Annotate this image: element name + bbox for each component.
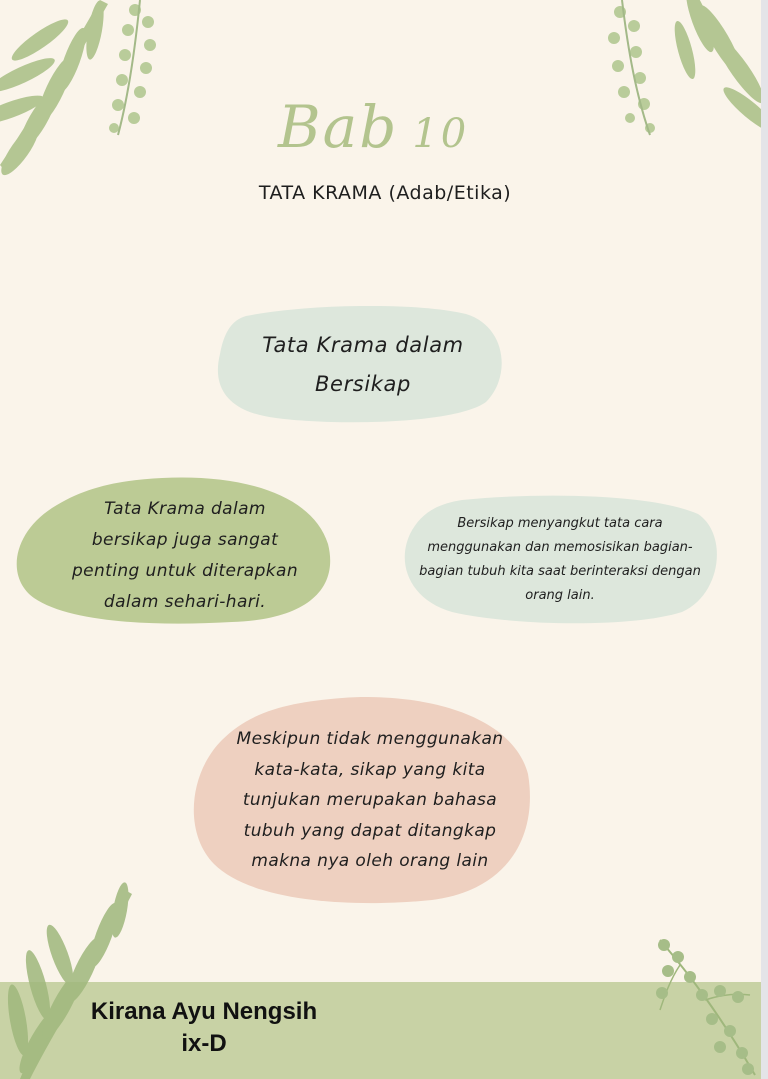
note-line: kata-kata, sikap yang kita (254, 759, 486, 780)
leaf-branch-top-left-decoration (0, 0, 170, 190)
chapter-number: 10 (412, 111, 470, 157)
topic-title-line: Bersikap (315, 372, 411, 396)
page-edge (761, 0, 768, 1079)
note-line: Meskipun tidak menggunakan (236, 729, 504, 749)
leaf-branch-top-right-decoration (600, 0, 761, 150)
berry-branch-bottom-right-decoration (650, 935, 761, 1079)
note-line: makna nya oleh orang lain (251, 851, 489, 871)
bottom-note-text (210, 724, 530, 877)
note-line: orang lain. (525, 588, 595, 603)
left-note-text (40, 494, 330, 618)
note-line: tubuh yang dapat ditangkap (243, 820, 497, 841)
author-name: Kirana Ayu Nengsih (90, 998, 318, 1025)
topic-title (218, 326, 508, 404)
note-line: Bersikap menyangkut tata cara (457, 516, 663, 531)
chapter-subtitle: TATA KRAMA (Adab/Etika) (258, 182, 512, 204)
chapter-word: Bab (278, 93, 399, 161)
note-line: menggunakan dan memosisikan bagian- (427, 540, 693, 555)
note-line: tunjukan merupakan bahasa (242, 790, 498, 810)
note-line: penting untuk diterapkan (71, 561, 299, 581)
note-line: dalam sehari-hari. (103, 592, 267, 612)
topic-title-line: Tata Krama dalam (262, 333, 464, 357)
chapter-heading (278, 82, 498, 172)
author-class: ix-D (181, 1030, 227, 1057)
note-line: bersikap juga sangat (91, 530, 279, 550)
right-note-text (400, 512, 720, 608)
note-line: Tata Krama dalam (104, 499, 266, 519)
note-line: bagian tubuh kita saat berinteraksi dengan (419, 564, 701, 579)
author-block (64, 996, 344, 1060)
